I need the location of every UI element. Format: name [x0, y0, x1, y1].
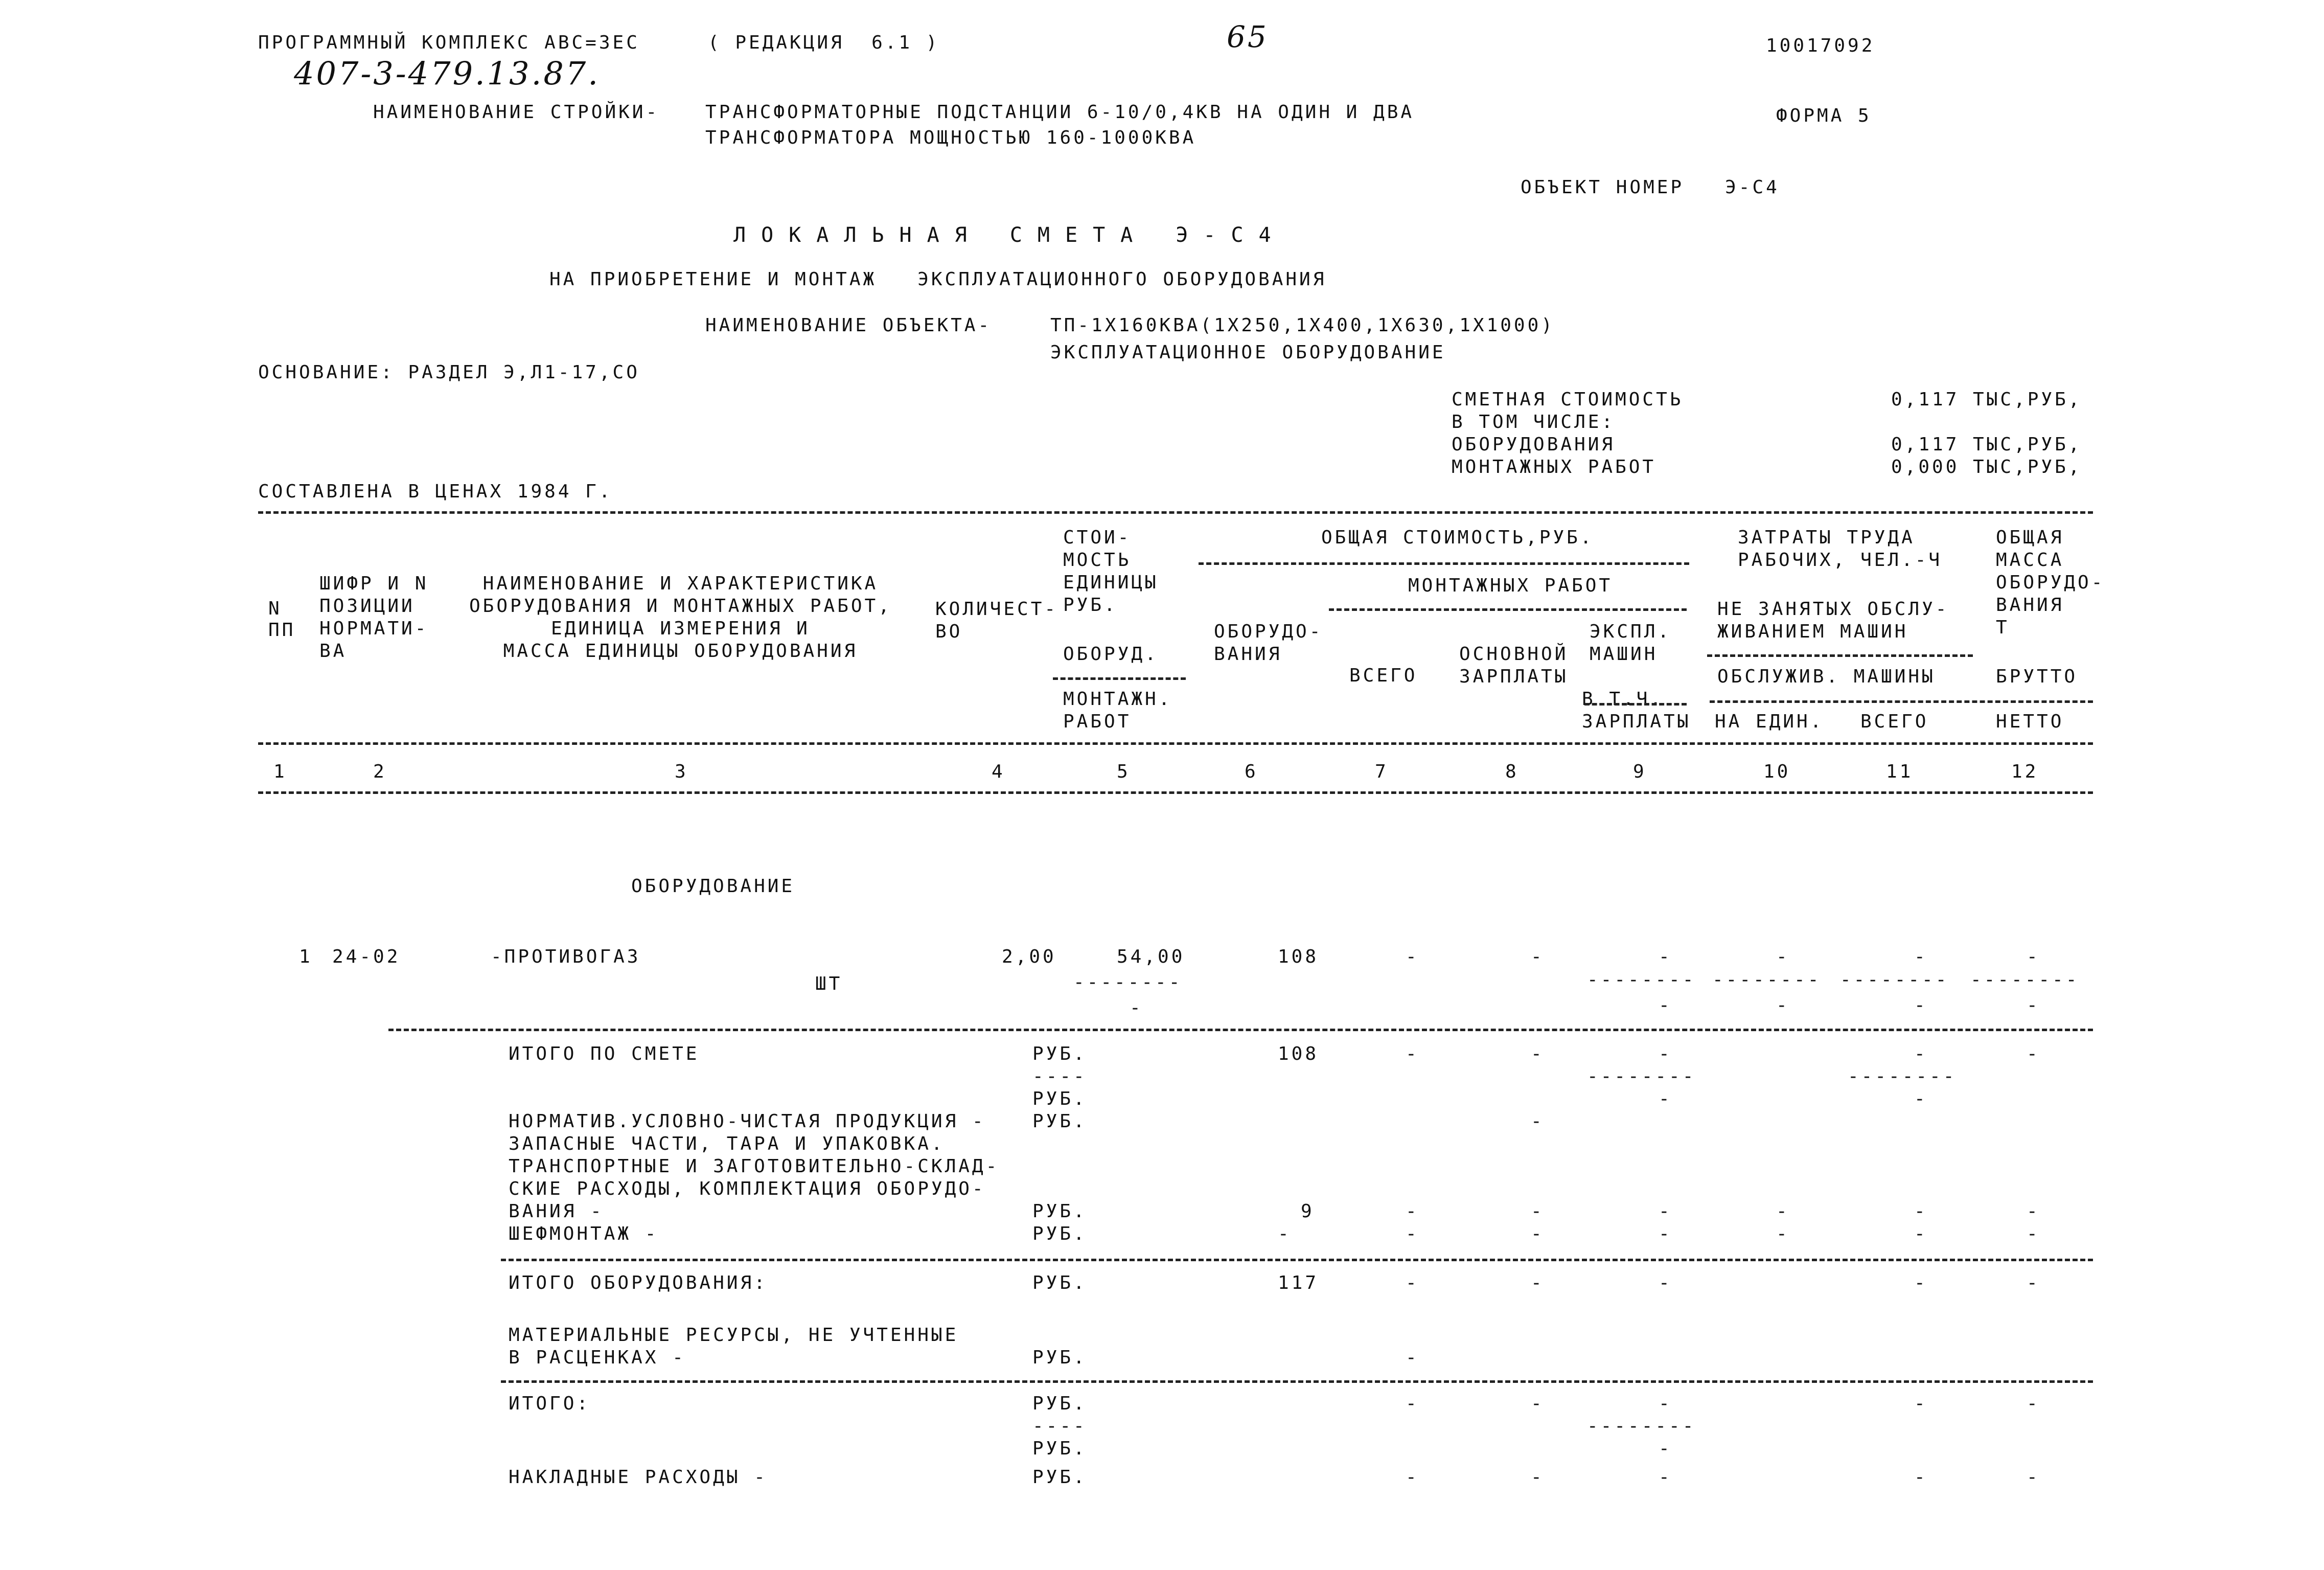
col-number-4: 4 [992, 761, 1005, 782]
supervision-mark: - [1776, 1223, 1790, 1244]
col-header-unit-cost-installation: МОНТАЖН. РАБОТ [1063, 689, 1172, 732]
grand-total-rule-short: ---- [1032, 1416, 1087, 1437]
item-rule: -------- [1840, 969, 1949, 990]
item-equipment-cost: 108 [1278, 946, 1319, 967]
object-name-line2: ЭКСПЛУАТАЦИОННОЕ ОБОРУДОВАНИЕ [1050, 342, 1446, 363]
document-code: 10017092 [1766, 35, 1875, 56]
grand-total-mark: - [2027, 1393, 2040, 1414]
grand-total-mark: - [1659, 1393, 1672, 1414]
construction-label: НАИМЕНОВАНИЕ СТРОЙКИ- [373, 102, 660, 123]
item-empty-mark: - [1776, 995, 1790, 1016]
object-name-line1: ТП-1Х160КВА(1Х250,1Х400,1Х630,1Х1000) [1050, 315, 1555, 336]
grand-total-unit-2: РУБ. [1032, 1438, 1087, 1459]
item-name: -ПРОТИВОГАЗ [491, 946, 641, 967]
total-estimate-mark: - [1406, 1043, 1419, 1064]
item-unit-price: 54,00 [1117, 946, 1185, 967]
item-empty-mark: - [1130, 997, 1143, 1018]
col-numbers-bottom-rule [258, 791, 2093, 794]
col-header-equipment: ОБОРУДО- ВАНИЯ [1214, 621, 1323, 665]
header-rule [1199, 562, 1689, 565]
item-rule: -------- [1587, 969, 1696, 990]
col-number-9: 9 [1633, 761, 1647, 782]
form-label: ФОРМА 5 [1776, 105, 1872, 126]
edition: ( РЕДАКЦИЯ 6.1 ) [708, 32, 940, 53]
equipment-total-value: 117 [1278, 1272, 1319, 1293]
item-quantity: 2,00 [1002, 946, 1056, 967]
item-empty-mark: - [2027, 946, 2040, 967]
col-number-8: 8 [1505, 761, 1519, 782]
item-bottom-rule [388, 1029, 2093, 1031]
col-header-labor-machine: ОБСЛУЖИВ. МАШИНЫ [1717, 666, 1936, 687]
price-basis: СОСТАВЛЕНА В ЦЕНАХ 1984 Г. [258, 481, 613, 502]
grand-total-mark: - [1531, 1393, 1545, 1414]
supervision-mark: - [1278, 1223, 1292, 1244]
object-number: ОБЪЕКТ НОМЕР Э-С4 [1521, 177, 1780, 198]
col-header-labor: ЗАТРАТЫ ТРУДА РАБОЧИХ, ЧЕЛ.-Ч [1738, 527, 1943, 571]
equipment-total-mark: - [1406, 1272, 1419, 1293]
item-rule: -------- [1712, 969, 1822, 990]
grand-total-mark: - [1659, 1438, 1672, 1459]
item-number: 1 [299, 946, 313, 967]
basis: ОСНОВАНИЕ: РАЗДЕЛ Э,Л1-17,СО [258, 362, 640, 383]
supervision-unit: РУБ. [1032, 1223, 1087, 1244]
col-number-2: 2 [373, 761, 387, 782]
equipment-total-rule [501, 1259, 2093, 1261]
document-subtitle: НА ПРИОБРЕТЕНИЕ И МОНТАЖ ЭКСПЛУАТАЦИОННОГО ОБОРУДОВАНИЯ [549, 269, 1327, 290]
overhead-mark: - [2027, 1467, 2040, 1488]
equipment-total-mark: - [2027, 1272, 2040, 1293]
total-estimate-unit-2: РУБ. [1032, 1088, 1087, 1109]
supervision-mark: - [2027, 1223, 2040, 1244]
normative-production-label: НОРМАТИВ.УСЛОВНО-ЧИСТАЯ ПРОДУКЦИЯ - [509, 1111, 986, 1132]
col-number-6: 6 [1245, 761, 1258, 782]
cost-label-equipment: ОБОРУДОВАНИЯ [1452, 434, 1616, 455]
total-estimate-value: 108 [1278, 1043, 1319, 1064]
item-empty-mark: - [1659, 995, 1672, 1016]
item-empty-mark: - [1914, 946, 1928, 967]
col-header-installation-works: МОНТАЖНЫХ РАБОТ [1408, 575, 1613, 596]
grand-total-unit: РУБ. [1032, 1393, 1087, 1414]
cost-label-estimate: СМЕТНАЯ СТОИМОСТЬ [1452, 389, 1684, 410]
total-estimate-mark: - [2027, 1043, 2040, 1064]
col-header-code: ШИФР И N ПОЗИЦИИ НОРМАТИ- ВА [319, 573, 429, 662]
overhead-mark: - [1406, 1467, 1419, 1488]
spare-parts-mark: - [1776, 1201, 1790, 1222]
item-price-rule: -------- [1073, 972, 1183, 993]
total-estimate-unit: РУБ. [1032, 1043, 1087, 1064]
col-number-11: 11 [1886, 761, 1914, 782]
col-header-quantity: КОЛИЧЕСТ- ВО [935, 599, 1059, 642]
header-rule [1329, 608, 1687, 611]
cost-value-installation: 0,000 ТЫС,РУБ, [1891, 457, 2082, 477]
col-header-labor-non-machine: НЕ ЗАНЯТЫХ ОБСЛУ- ЖИВАНИЕМ МАШИН [1717, 599, 1949, 642]
grand-total-mark: - [1406, 1393, 1419, 1414]
item-empty-mark: - [1531, 946, 1545, 967]
col-header-unit-cost: СТОИ- МОСТЬ ЕДИНИЦЫ РУБ. [1063, 527, 1159, 616]
cost-value-estimate: 0,117 ТЫС,РУБ, [1891, 389, 2082, 410]
col-header-gross: БРУТТО [1996, 666, 2078, 687]
materials-unit: РУБ. [1032, 1347, 1087, 1368]
spare-parts-mark: - [2027, 1201, 2040, 1222]
equipment-total-mark: - [1531, 1272, 1545, 1293]
header-rule [1710, 700, 2093, 703]
col-number-7: 7 [1375, 761, 1389, 782]
table-top-rule [258, 511, 2093, 514]
equipment-total-mark: - [1914, 1272, 1928, 1293]
total-estimate-mark: - [1531, 1043, 1545, 1064]
construction-name-line2: ТРАНСФОРМАТОРА МОЩНОСТЬЮ 160-1000КВА [705, 127, 1196, 148]
item-empty-mark: - [2027, 995, 2040, 1016]
total-estimate-rule: -------- [1587, 1066, 1696, 1087]
item-empty-mark: - [1659, 946, 1672, 967]
materials-label: МАТЕРИАЛЬНЫЕ РЕСУРСЫ, НЕ УЧТЕННЫЕ В РАСЦЕНКАХ - [509, 1325, 959, 1368]
overhead-label: НАКЛАДНЫЕ РАСХОДЫ - [509, 1467, 768, 1488]
col-header-incl-salary: В Т.Ч. ЗАРПЛАТЫ [1582, 689, 1691, 732]
equipment-total-unit: РУБ. [1032, 1272, 1087, 1293]
col-header-unit-cost-equipment: ОБОРУД. [1063, 644, 1159, 665]
col-header-net: НЕТТО [1996, 711, 2064, 732]
supervision-mark: - [1914, 1223, 1928, 1244]
spare-parts-mark: - [1659, 1201, 1672, 1222]
grand-total-rule [501, 1380, 2093, 1383]
overhead-unit: РУБ. [1032, 1467, 1087, 1488]
spare-parts-label: ЗАПАСНЫЕ ЧАСТИ, ТАРА И УПАКОВКА. ТРАНСПОРТНЫЕ И ЗАГОТОВИТЕЛЬНО-СКЛАД- СКИЕ РАСХОДЫ, КОМПЛЕКТАЦИЯ ОБОРУДО- ВАНИЯ - [509, 1133, 1000, 1222]
col-number-5: 5 [1117, 761, 1131, 782]
section-title: ОБОРУДОВАНИЕ [631, 876, 795, 897]
item-empty-mark: - [1914, 995, 1928, 1016]
total-estimate-label: ИТОГО ПО СМЕТЕ [509, 1043, 700, 1064]
col-header-labor-total: ВСЕГО [1860, 711, 1929, 732]
col-header-per-unit: НА ЕДИН. [1715, 711, 1824, 732]
overhead-mark: - [1531, 1467, 1545, 1488]
col-number-3: 3 [675, 761, 688, 782]
col-header-machine-operation: ЭКСПЛ. МАШИН [1590, 621, 1672, 665]
construction-name-line1: ТРАНСФОРМАТОРНЫЕ ПОДСТАНЦИИ 6-10/0,4КВ НА ОДИН И ДВА [705, 102, 1415, 123]
header-rule [1053, 677, 1186, 680]
col-header-name: НАИМЕНОВАНИЕ И ХАРАКТЕРИСТИКА ОБОРУДОВАНИЯ И МОНТАЖНЫХ РАБОТ, ЕДИНИЦА ИЗМЕРЕНИЯ И МАССА ЕДИНИЦЫ ОБОРУДОВАНИЯ [469, 573, 892, 662]
overhead-mark: - [1659, 1467, 1672, 1488]
col-header-total-cost: ОБЩАЯ СТОИМОСТЬ,РУБ. [1321, 527, 1594, 548]
overhead-mark: - [1914, 1467, 1928, 1488]
col-header-mass: ОБЩАЯ МАССА ОБОРУДО- ВАНИЯ Т [1996, 527, 2105, 638]
materials-mark: - [1406, 1347, 1419, 1368]
total-estimate-mark: - [1659, 1043, 1672, 1064]
total-estimate-mark: - [1914, 1088, 1928, 1109]
supervision-mark: - [1531, 1223, 1545, 1244]
header-rule [1707, 654, 1973, 657]
equipment-total-mark: - [1659, 1272, 1672, 1293]
item-empty-mark: - [1406, 946, 1419, 967]
col-header-base-salary: ОСНОВНОЙ ЗАРПЛАТЫ [1459, 644, 1569, 687]
document-title: ЛОКАЛЬНАЯ СМЕТА Э-С4 [733, 223, 1286, 247]
cost-label-including: В ТОМ ЧИСЛЕ: [1452, 412, 1616, 433]
col-number-10: 10 [1763, 761, 1791, 782]
handwritten-project-code: 407-3-479.13.87. [294, 55, 600, 92]
supervision-label: ШЕФМОНТАЖ - [509, 1223, 659, 1244]
equipment-total-label: ИТОГО ОБОРУДОВАНИЯ: [509, 1272, 768, 1293]
spare-parts-mark: - [1531, 1201, 1545, 1222]
cost-label-installation: МОНТАЖНЫХ РАБОТ [1452, 457, 1656, 477]
normative-production-mark: - [1531, 1111, 1545, 1132]
item-unit: ШТ [815, 973, 843, 994]
col-header-total: ВСЕГО [1349, 665, 1418, 686]
cost-value-equipment: 0,117 ТЫС,РУБ, [1891, 434, 2082, 455]
supervision-mark: - [1659, 1223, 1672, 1244]
header-rule [1584, 703, 1687, 706]
program-name: ПРОГРАММНЫЙ КОМПЛЕКС АВС=3ЕС [258, 32, 640, 53]
spare-parts-mark: - [1914, 1201, 1928, 1222]
item-code: 24-02 [332, 946, 401, 967]
spare-parts-mark: - [1406, 1201, 1419, 1222]
header-bottom-rule [258, 742, 2093, 745]
spare-parts-unit: РУБ. [1032, 1201, 1087, 1222]
normative-production-unit: РУБ. [1032, 1111, 1087, 1132]
col-number-12: 12 [2011, 761, 2039, 782]
object-label: НАИМЕНОВАНИЕ ОБЪЕКТА- [705, 315, 992, 336]
col-header-number: N ПП [268, 598, 296, 641]
col-number-1: 1 [273, 761, 287, 782]
grand-total-label: ИТОГО: [509, 1393, 591, 1414]
supervision-mark: - [1406, 1223, 1419, 1244]
item-empty-mark: - [1776, 946, 1790, 967]
item-rule: -------- [1970, 969, 2080, 990]
grand-total-mark: - [1914, 1393, 1928, 1414]
spare-parts-value: 9 [1301, 1201, 1315, 1222]
page-number: 65 [1227, 19, 1269, 54]
grand-total-rule-long: -------- [1587, 1416, 1696, 1437]
total-estimate-mark: - [1914, 1043, 1928, 1064]
total-estimate-rule: ---- [1032, 1066, 1087, 1087]
total-estimate-mark: - [1659, 1088, 1672, 1109]
total-estimate-rule: -------- [1848, 1066, 1957, 1087]
